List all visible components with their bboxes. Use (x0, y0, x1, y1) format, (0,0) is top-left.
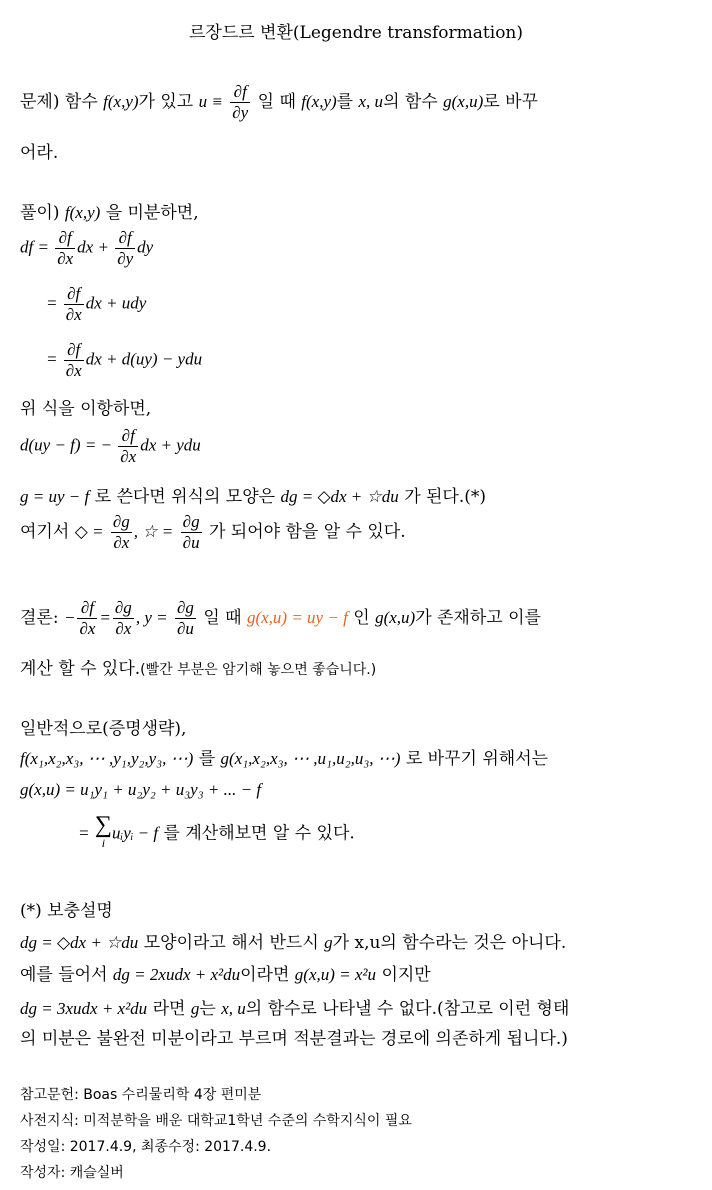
conclusion-label: 결론: (20, 608, 59, 628)
equation-1: df = $\frac{\partial f}{\partial x}$ dx + $\frac{\partial f}{\partial y}$ dy (20, 228, 154, 268)
memo-note: (빨간 부분은 암기해 놓으면 좋습니다.) (140, 662, 377, 678)
solution-intro: 풀이) f(x,y) 을 미분하면, (20, 203, 199, 223)
equation-6: 여기서 ◇ = $\frac{\partial g}{\partial x}$ , ☆ = $\frac{\partial g}{\partial u}$ 가 되어야 함을 알 수 있다. (20, 512, 406, 552)
general-header: 일반적으로(증명생략), (20, 719, 187, 739)
general-line-1: f(x₁,x₂,x₃, ⋯ ,y₁,y₂,y₃, ⋯) 를 g(x₁,x₂,x₃, ⋯ ,u₁,u₂,u₃, ⋯) 로 바꾸기 위해서는 (20, 749, 549, 769)
prerequisite-text: 사전지식: 미적분학을 배운 대학교1학년 수준의 수학지식이 필요 (20, 1113, 412, 1129)
supplement-line-3: dg = 3xudx + x²du 라면 g는 x, u의 함수로 나타낼 수 없다.(참고로 이런 형태 (20, 999, 570, 1019)
equation-4: d(uy − f) = − $\frac{\partial f}{\partial x}$ dx + ydu (20, 426, 201, 466)
solution-label: 풀이) (20, 203, 60, 223)
problem-line: 문제) 함수 f(x,y)가 있고 u ≡ $\frac{\partial f}{\partial y}$ 일 때 f(x,y)를 x, u의 함수 g(x,u)로 바꾸 (20, 82, 538, 122)
supplement-line-2: 예를 들어서 dg = 2xudx + x²du이라면 g(x,u) = x²u 이지만 (20, 965, 431, 985)
highlighted-formula: g(x,u) = uy − f (246, 608, 348, 627)
supplement-line-1: dg = ◇dx + ☆du 모양이라고 해서 반드시 g가 x,u의 함수라는 것은 아니다. (20, 933, 567, 953)
general-eq-2: = ∑ i uᵢyᵢ − f 를 계산해보면 알 수 있다. (78, 812, 355, 850)
supplement-line-4: 의 미분은 불완전 미분이라고 부르며 적분결과는 경로에 의존하게 됩니다.) (20, 1029, 568, 1049)
author-text: 작성자: 캐슬실버 (20, 1165, 124, 1181)
conclusion-line-2: 계산 할 수 있다.(빨간 부분은 암기해 놓으면 좋습니다.) (20, 659, 377, 679)
sum-symbol: ∑ (94, 812, 112, 838)
problem-label: 문제) (20, 92, 60, 112)
reference-text: 참고문헌: Boas 수리물리학 4장 편미분 (20, 1087, 262, 1103)
equation-3: = $\frac{\partial f}{\partial x}$ dx + d(uy) − ydu (46, 340, 203, 380)
page-title: 르장드르 변환(Legendre transformation) (188, 23, 524, 43)
equation-2: = $\frac{\partial f}{\partial x}$ dx + udy (46, 284, 147, 324)
conclusion-line: 결론: − $\frac{\partial f}{\partial x}$ = $\frac{\partial g}{\partial x}$ , y = $\frac{\partial g}{\partial u}$ 일 때 g(x,u) = uy − f 인 g(x,u)가 존재하고 이를 (20, 598, 541, 638)
problem-line-2: 어라. (20, 143, 59, 163)
date-text: 작성일: 2017.4.9, 최종수정: 2017.4.9. (20, 1139, 272, 1155)
equation-5: g = uy − f 로 쓴다면 위식의 모양은 dg = ◇dx + ☆du 가 된다.(*) (20, 487, 487, 507)
fraction: $\frac{\partial f}{\partial y}$ (232, 82, 249, 122)
general-eq-1: g(x,u) = u₁y₁ + u₂y₂ + u₃y₃ + ... − f (20, 780, 262, 799)
transpose-text: 위 식을 이항하면, (20, 399, 152, 419)
supplement-header: (*) 보충설명 (20, 901, 113, 921)
